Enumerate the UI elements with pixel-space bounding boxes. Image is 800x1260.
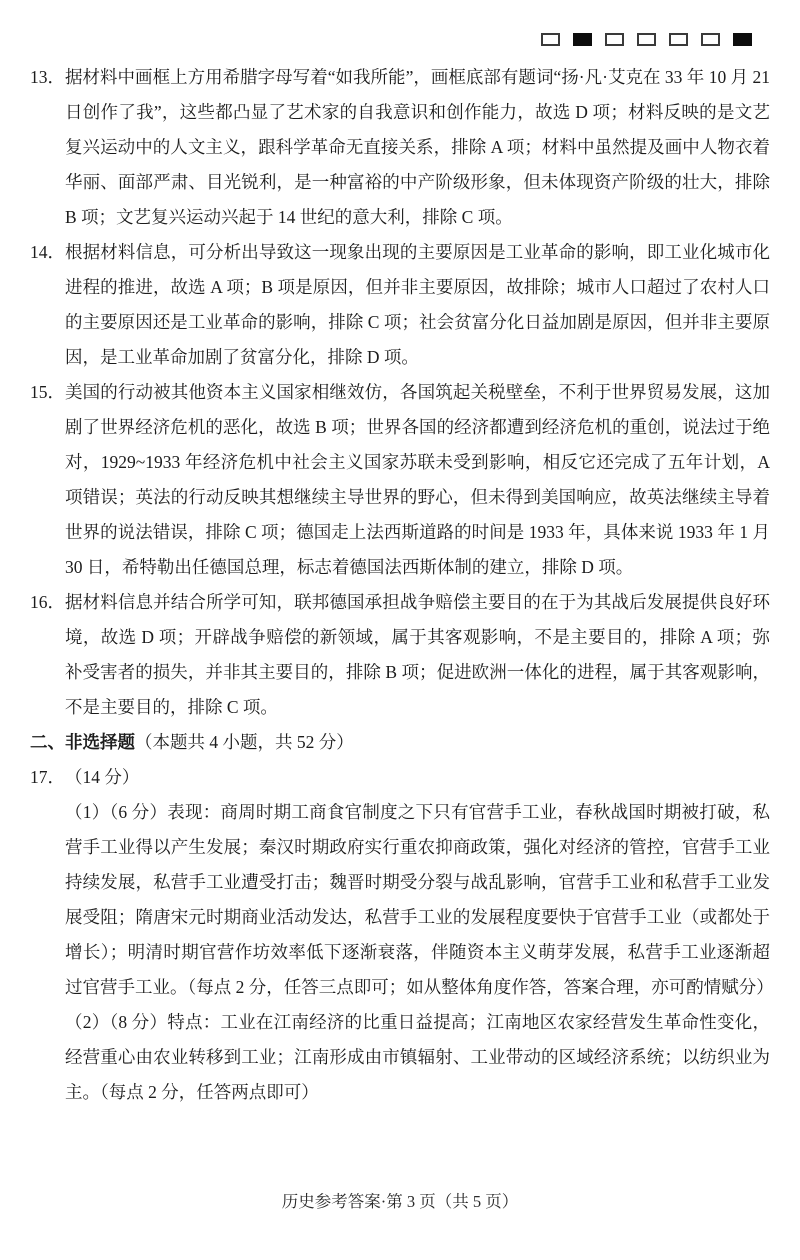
corner-marks bbox=[541, 33, 752, 46]
answer-item-14 bbox=[30, 235, 770, 375]
outline-square-mark bbox=[701, 33, 720, 46]
answer-item-13 bbox=[30, 60, 770, 235]
section-subtitle: （本题共 4 小题，共 52 分） bbox=[135, 732, 354, 752]
question-score: （14 分） bbox=[65, 767, 140, 787]
answer-item-15 bbox=[30, 375, 770, 585]
answer-text: 据材料中画框上方用希腊字母写着“如我所能”，画框底部有题词“扬·凡·艾克在 33 年 10 月 21 日创作了我”，这些都凸显了艺术家的自我意识和创作能力，故选 D 项；材料反映的是文艺复兴运动中的人文主义，跟科学革命无直接关系，排除 A 项；材料中虽然提及画中人物衣着华丽、面部严肃、目光锐利，是一种富裕的中产阶级形象，但未体现资产阶级的壮大，排除 B 项；文艺复兴运动兴起于 14 世纪的意大利，排除 C 项。 bbox=[65, 67, 770, 227]
outline-square-mark bbox=[669, 33, 688, 46]
outline-square-mark bbox=[605, 33, 624, 46]
answer-part-2: （2）（8 分）特点：工业在江南经济的比重日益提高；江南地区农家经营发生革命性变化，经营重心由农业转移到工业；江南形成由市镇辐射、工业带动的区域经济系统；以纺织业为主。（每点 2 分，任答两点即可） bbox=[65, 1012, 770, 1102]
answers-content bbox=[30, 60, 774, 1110]
question-number: 16． bbox=[30, 592, 65, 612]
outline-square-mark bbox=[637, 33, 656, 46]
question-number: 14． bbox=[30, 242, 65, 262]
answer-text: 美国的行动被其他资本主义国家相继效仿，各国筑起关税壁垒，不利于世界贸易发展，这加剧了世界经济危机的恶化，故选 B 项；世界各国的经济都遭到经济危机的重创，说法过于绝对，1929~1933 年经济危机中社会主义国家苏联未受到影响，相反它还完成了五年计划，A 项错误；英法的行动反映其想继续主导世界的野心，但未得到美国响应，故英法继续主导着世界的说法错误，排除 C 项；德国走上法西斯道路的时间是 1933 年，具体来说 1933 年 1 月 30 日，希特勒出任德国总理，标志着德国法西斯体制的建立，排除 D 项。 bbox=[65, 382, 770, 577]
section-heading bbox=[30, 725, 770, 760]
section-title: 二、非选择题 bbox=[30, 732, 135, 752]
page-footer: 历史参考答案·第 3 页（共 5 页） bbox=[281, 1192, 519, 1211]
filled-square-mark bbox=[733, 33, 752, 46]
filled-square-mark bbox=[573, 33, 592, 46]
answer-text: 根据材料信息，可分析出导致这一现象出现的主要原因是工业革命的影响，即工业化城市化进程的推进，故选 A 项；B 项是原因，但并非主要原因，故排除；城市人口超过了农村人口的主要原因还是工业革命的影响，排除 C 项；社会贫富分化日益加剧是原因，但并非主要原因，是工业革命加剧了贫富分化，排除 D 项。 bbox=[65, 242, 770, 367]
question-number: 17． bbox=[30, 767, 65, 787]
answer-item-17-parts bbox=[30, 795, 774, 1110]
answer-text: 据材料信息并结合所学可知，联邦德国承担战争赔偿主要目的在于为其战后发展提供良好环境，故选 D 项；开辟战争赔偿的新领域，属于其客观影响，不是主要目的，排除 A 项；弥补受害者的损失，并非其主要目的，排除 B 项；促进欧洲一体化的进程，属于其客观影响，不是主要目的，排除 C 项。 bbox=[65, 592, 770, 717]
outline-square-mark bbox=[541, 33, 560, 46]
question-number: 13． bbox=[30, 67, 65, 87]
answer-item-16 bbox=[30, 585, 770, 725]
answer-item-17-heading bbox=[30, 760, 770, 795]
question-number: 15． bbox=[30, 382, 65, 402]
answer-part-1: （1）（6 分）表现：商周时期工商食官制度之下只有官营手工业，春秋战国时期被打破，私营手工业得以产生发展；秦汉时期政府实行重农抑商政策，强化对经济的管控，官营手工业持续发展，私营手工业遭受打击；魏晋时期受分裂与战乱影响，官营手工业和私营手工业发展受阻；隋唐宋元时期商业活动发达，私营手工业的发展程度要快于官营手工业（或都处于增长）；明清时期官营作坊效率低下逐渐衰落，伴随资本主义萌芽发展，私营手工业逐渐超过官营手工业。（每点 2 分，任答三点即可；如从整体角度作答，答案合理，亦可酌情赋分） bbox=[65, 802, 774, 997]
